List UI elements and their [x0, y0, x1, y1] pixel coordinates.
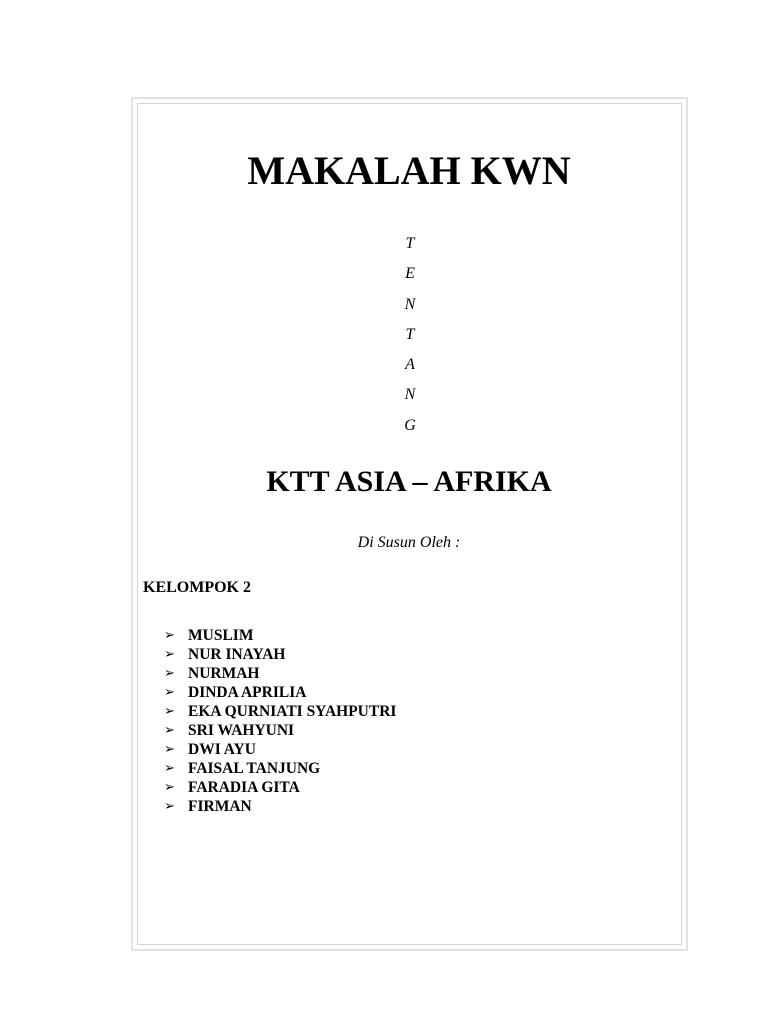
arrow-bullet-icon: ➢ [164, 685, 175, 700]
list-item [164, 626, 396, 645]
member-name: DWI AYU [188, 741, 256, 758]
connector-letter: A [405, 356, 415, 374]
arrow-bullet-icon: ➢ [164, 666, 175, 681]
arrow-bullet-icon: ➢ [164, 799, 175, 814]
member-name: FARADIA GITA [188, 779, 300, 796]
document-topic: KTT ASIA – AFRIKA [266, 465, 552, 498]
list-item [164, 645, 396, 664]
list-item [164, 664, 396, 683]
list-item [164, 778, 396, 797]
member-name: NUR INAYAH [188, 646, 286, 663]
connector-letter: E [405, 265, 415, 283]
arrow-bullet-icon: ➢ [164, 723, 175, 738]
arrow-bullet-icon: ➢ [164, 628, 175, 643]
list-item [164, 740, 396, 759]
document-title: MAKALAH KWN [247, 148, 571, 193]
connector-letter: N [404, 295, 416, 313]
arrow-bullet-icon: ➢ [164, 647, 175, 662]
member-name: SRI WAHYUNI [188, 722, 295, 739]
arrow-bullet-icon: ➢ [164, 761, 175, 776]
member-list [164, 626, 396, 816]
list-item [164, 797, 396, 816]
arrow-bullet-icon: ➢ [164, 780, 175, 795]
arrow-bullet-icon: ➢ [164, 742, 175, 757]
arrow-bullet-icon: ➢ [164, 704, 175, 719]
list-item [164, 759, 396, 778]
connector-letter: T [405, 235, 415, 252]
group-label: KELOMPOK 2 [143, 579, 251, 596]
author-heading: Di Susun Oleh : [357, 534, 461, 551]
connector-letter: G [404, 416, 416, 434]
list-item [164, 721, 396, 740]
member-name: FAISAL TANJUNG [188, 760, 321, 777]
member-name: EKA QURNIATI SYAHPUTRI [188, 703, 397, 720]
member-name: FIRMAN [188, 798, 252, 815]
connector-letter: N [404, 386, 416, 404]
vertical-connector-word [390, 234, 430, 446]
member-name: MUSLIM [188, 627, 254, 644]
page-border-inner [137, 103, 682, 945]
member-name: NURMAH [188, 665, 260, 682]
list-item [164, 683, 396, 702]
list-item [164, 702, 396, 721]
connector-letter: T [405, 325, 415, 343]
member-name: DINDA APRILIA [188, 684, 307, 701]
